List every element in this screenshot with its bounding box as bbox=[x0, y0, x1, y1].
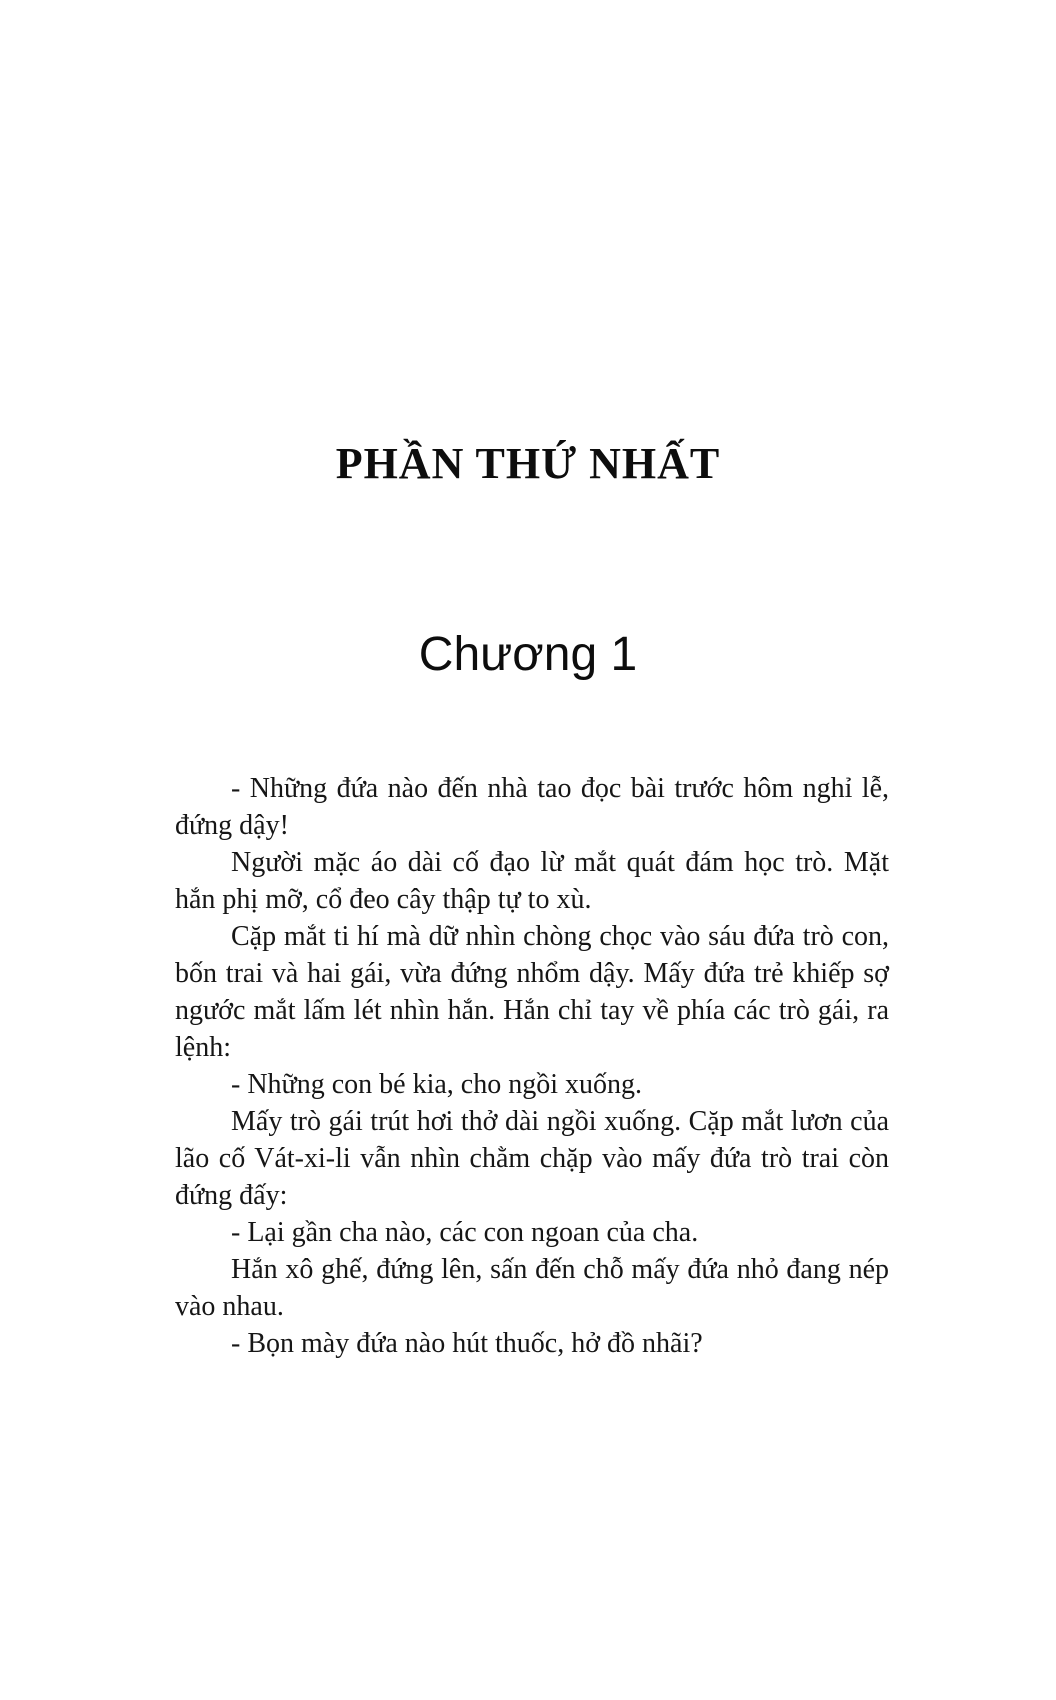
paragraph: Người mặc áo dài cố đạo lừ mắt quát đám học trò. Mặt hắn phị mỡ, cổ đeo cây thập tự to xù. bbox=[175, 847, 889, 915]
paragraph: - Lại gần cha nào, các con ngoan của cha. bbox=[231, 1217, 699, 1248]
paragraph: - Những đứa nào đến nhà tao đọc bài trước hôm nghỉ lễ, đứng dậy! bbox=[175, 773, 889, 841]
body-text bbox=[175, 770, 889, 1362]
chapter-heading: Chương 1 bbox=[418, 628, 638, 681]
paragraph: Hắn xô ghế, đứng lên, sấn đến chỗ mấy đứa nhỏ đang nép vào nhau. bbox=[175, 1254, 889, 1322]
paragraph: Cặp mắt ti hí mà dữ nhìn chòng chọc vào sáu đứa trò con, bốn trai và hai gái, vừa đứng nhổm dậy. Mấy đứa trẻ khiếp sợ ngước mắt lấm lét nhìn hắn. Hắn chỉ tay về phía các trò gái, ra lệnh: bbox=[175, 921, 889, 1063]
paragraph: - Bọn mày đứa nào hút thuốc, hở đồ nhãi? bbox=[231, 1328, 703, 1359]
paragraph: - Những con bé kia, cho ngồi xuống. bbox=[231, 1069, 642, 1100]
paragraph: Mấy trò gái trút hơi thở dài ngồi xuống. Cặp mắt lươn của lão cố Vát-xi-li vẫn nhìn chằm chặp vào mấy đứa trò trai còn đứng đấy: bbox=[175, 1106, 889, 1211]
part-title: PHẦN THỨ NHẤT bbox=[335, 439, 721, 488]
